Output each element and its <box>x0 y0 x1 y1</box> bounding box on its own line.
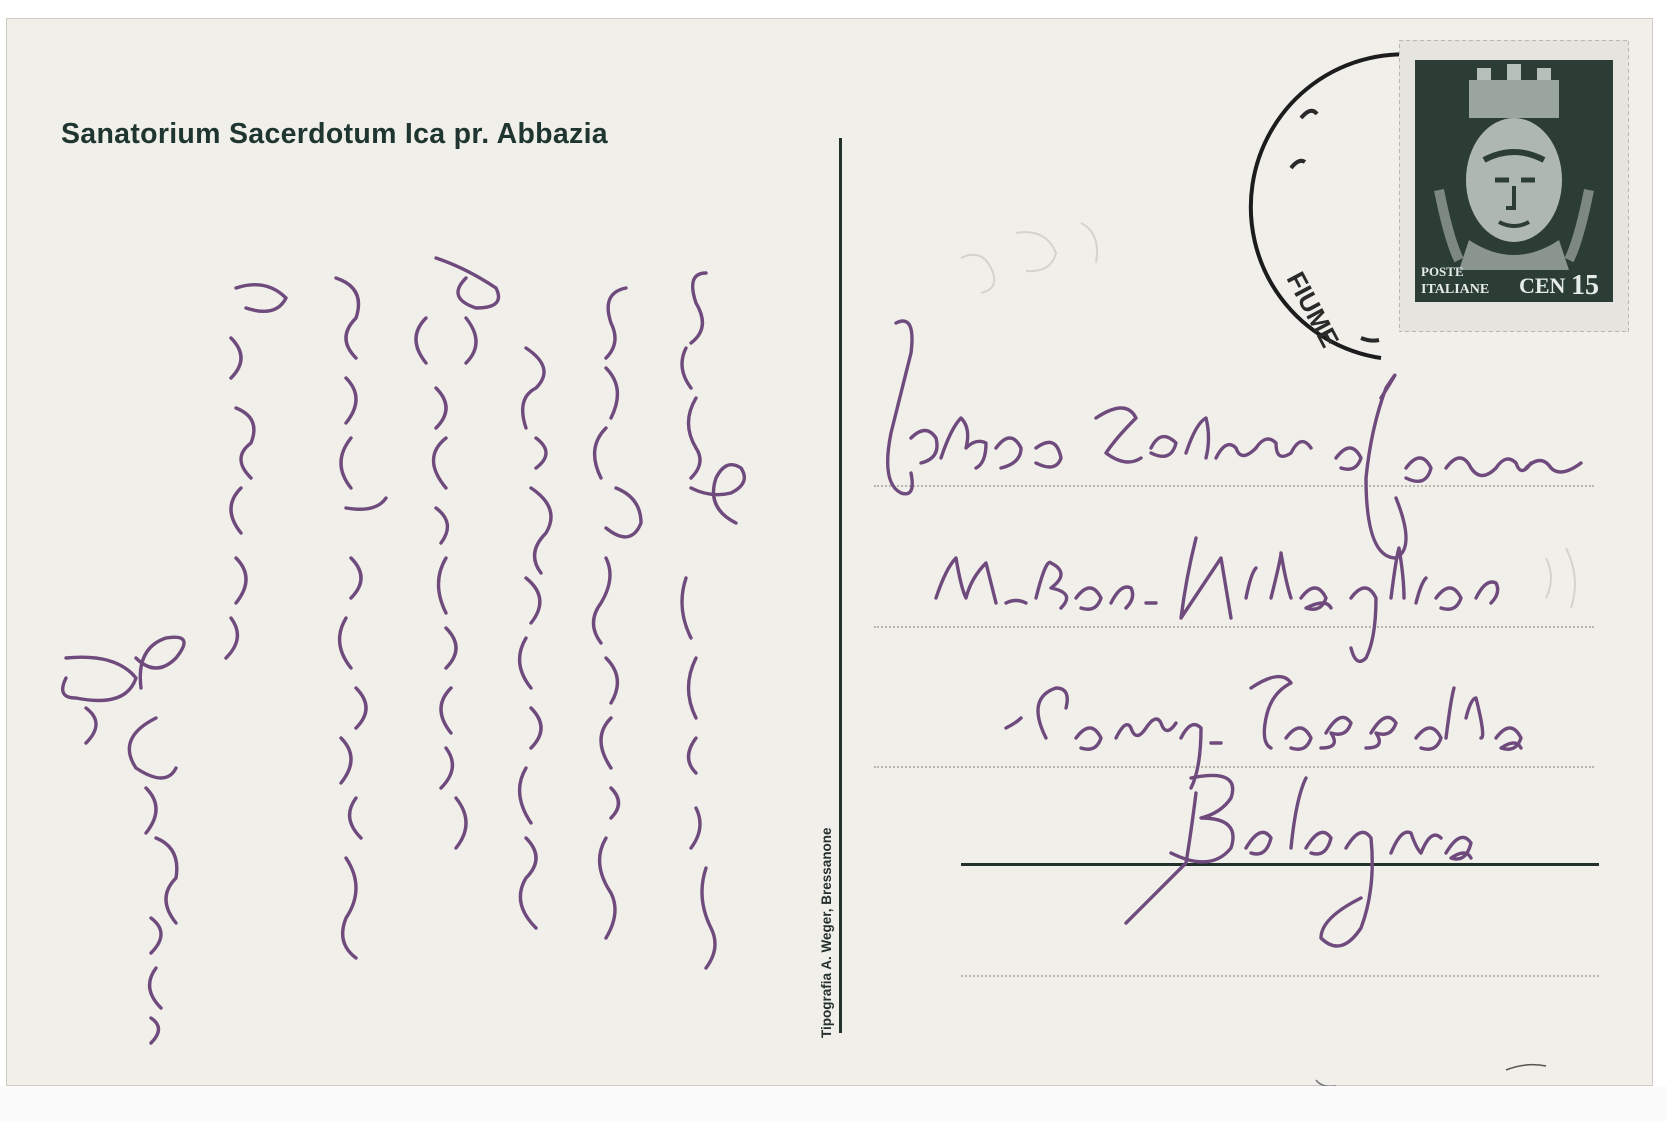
address-handwriting <box>888 321 1581 946</box>
card-title: Sanatorium Sacerdotum Ica pr. Abbazia <box>61 118 608 150</box>
stamp-line1: POSTE <box>1421 264 1464 279</box>
stamp-line2: ITALIANE <box>1421 282 1490 297</box>
scan-margin <box>0 1086 1667 1121</box>
postmark-text: FIUME <box>1280 266 1346 353</box>
stamp-denomination-prefix: CEN <box>1519 273 1566 298</box>
postcard <box>6 18 1653 1086</box>
message-handwriting <box>63 258 745 1043</box>
handwriting-icon <box>6 18 1653 1086</box>
printer-imprint: Tipografia A. Weger, Bressanone <box>819 827 834 1038</box>
stamp-denomination: 15 <box>1571 270 1599 301</box>
